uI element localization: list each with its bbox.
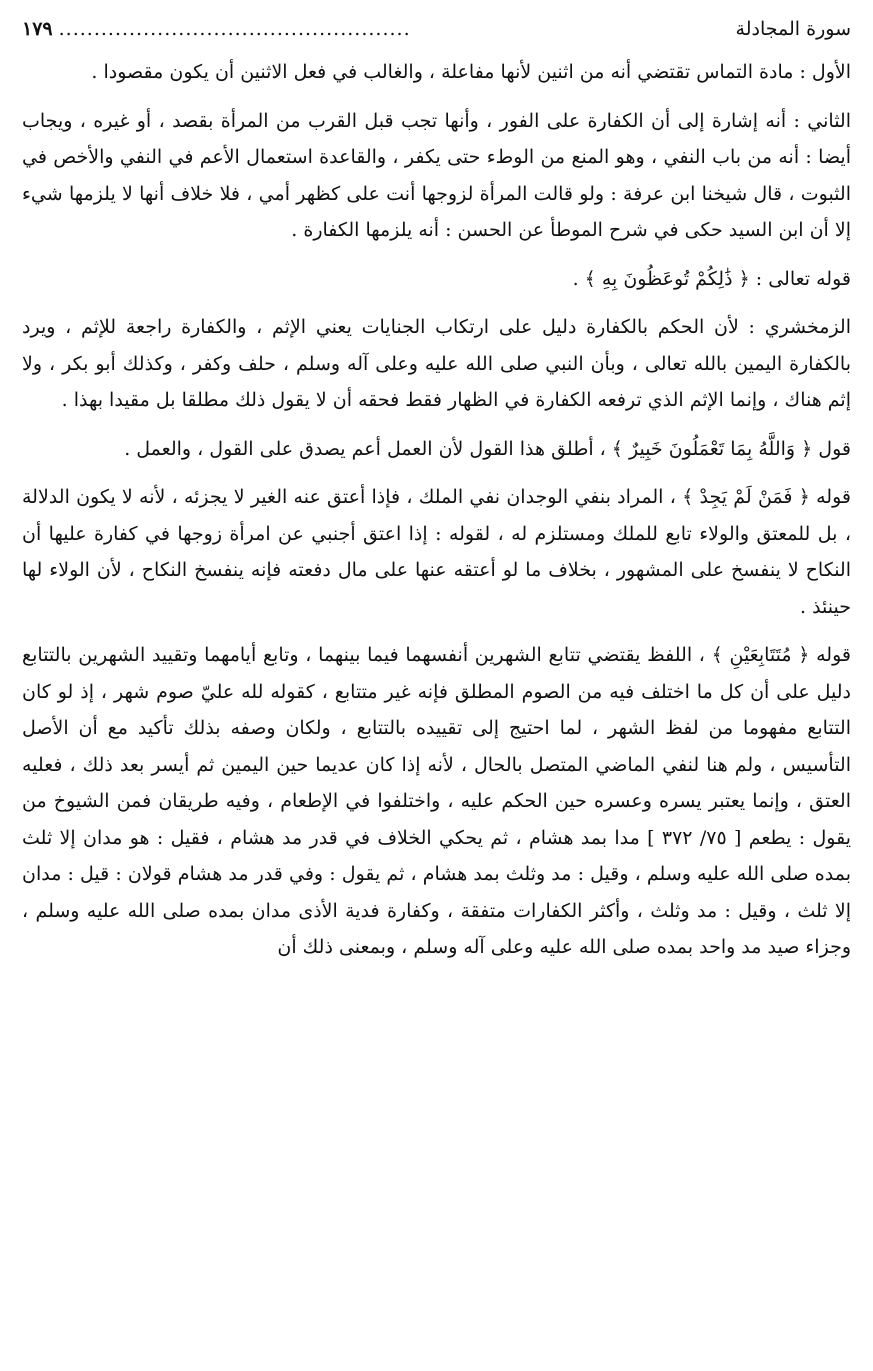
surah-title: سورة المجادلة (735, 18, 851, 40)
paragraph-first-reason: الأول : مادة التماس تقتضي أنه من اثنين لأنها مفاعلة ، والغالب في فعل الاثنين أن يكون مقصودا . (91, 61, 851, 83)
paragraph-verse-lam-yajid: قوله ﴿ فَمَنْ لَمْ يَجِدْ ﴾ ، المراد بنفي الوجدان نفي الملك ، فإذا أعتق عنه الغير لا يجزئه ، لأنه لا يكون الدلالة ، بل للمعتق والولاء تابع للملك ومستلزم له ، لقوله : إذا اعتق أجنبي عن امرأة زوجها في كفارة عليها أن النكاح لا ينفسخ على المشهور ، بخلاف ما لو أعتقه عنها على مال دفعته فإنه ينفسخ النكاح ، لأن الولاء لها حينئذ . (22, 486, 851, 618)
header-leader-dots: .................................................. (58, 18, 411, 40)
paragraph-verse-mutatabiayn: قوله ﴿ مُتَتَابِعَيْنِ ﴾ ، اللفظ يقتضي تتابع الشهرين أنفسهما فيما بينهما ، وتابع أيامهما وتقييد الشهرين بالتتابع دليل على أن كل ما اختلف فيه من الصوم المطلق فإنه غير متتابع ، كقوله لله عليّ صوم شهر ، إذ لو كان التتابع مفهوما من لفظ الشهر ، لما احتيج إلى تقييده بالتتابع ، ولكان وصفه بذلك تأكيد مع أن الأصل التأسيس ، ولم هنا لنفي الماضي المتصل بالحال ، لأنه إذا كان عديما حين اليمين ثم أيسر بعد ذلك ، فعليه العتق ، وإنما يعتبر يسره وعسره حين الحكم عليه ، واختلفوا في الإطعام ، وفيه طريقان فمن الشيوخ من يقول : يطعم [ ٧٥/ ٣٧٢ ] مدا بمد هشام ، ثم يحكي الخلاف في قدر مد هشام ، فقيل : هو مدان إلا ثلث بمده صلى الله عليه وسلم ، وقيل : مد وثلث بمد هشام ، ثم يقول : وفي قدر مد هشام قولان : قيل : مدان إلا ثلث ، وقيل : مد وثلث ، وأكثر الكفارات متفقة ، وكفارة فدية الأذى مدان بمده صلى الله عليه وسلم ، وجزاء صيد مد واحد بمده صلى الله عليه وعلى آله وسلم ، وبمعنى ذلك أن (22, 644, 851, 958)
paragraph-verse-khabir: قول ﴿ وَاللَّهُ بِمَا تَعْمَلُونَ خَبِيرٌ ﴾ ، أطلق هذا القول لأن العمل أعم يصدق على القول ، والعمل . (124, 437, 851, 460)
paragraph-zamakhshari: الزمخشري : لأن الحكم بالكفارة دليل على ارتكاب الجنايات يعني الإثم ، والكفارة راجعة للإثم ، ويرد بالكفارة اليمين بالله تعالى ، وبأن النبي صلى الله عليه وعلى آله وسلم ، حلف وكفر ، وكذلك أبو بكر ، ولا إثم هناك ، وإنما الإثم الذي ترفعه الكفارة في الظهار فقط فحقه أن لا يقول ذلك مطلقا بل مقيدا بهذا . (22, 316, 851, 411)
document-page (22, 14, 851, 978)
paragraph-second-reason: الثاني : أنه إشارة إلى أن الكفارة على الفور ، وأنها تجب قبل القرب من المرأة بقصد ، أو غيره ، ويجاب أيضا : أنه من باب النفي ، وهو المنع من الوطء حتى يكفر ، والقاعدة استعمال الأعم في النفي والأخص في الثبوت ، قال شيخنا ابن عرفة : ولو قالت المرأة لزوجها أنت على كظهر أمي ، فلا خلاف أنها لا يلزمها شيء إلا أن ابن السيد حكى في شرح الموطأ عن الحسن : أنه يلزمها الكفارة . (22, 109, 851, 241)
running-header (22, 14, 851, 44)
paragraph-verse-dhalikum: قوله تعالى : ﴿ ذَٰلِكُمْ تُوعَظُونَ بِهِ ﴾ . (572, 267, 851, 290)
page-number: ١٧٩ (22, 18, 53, 40)
